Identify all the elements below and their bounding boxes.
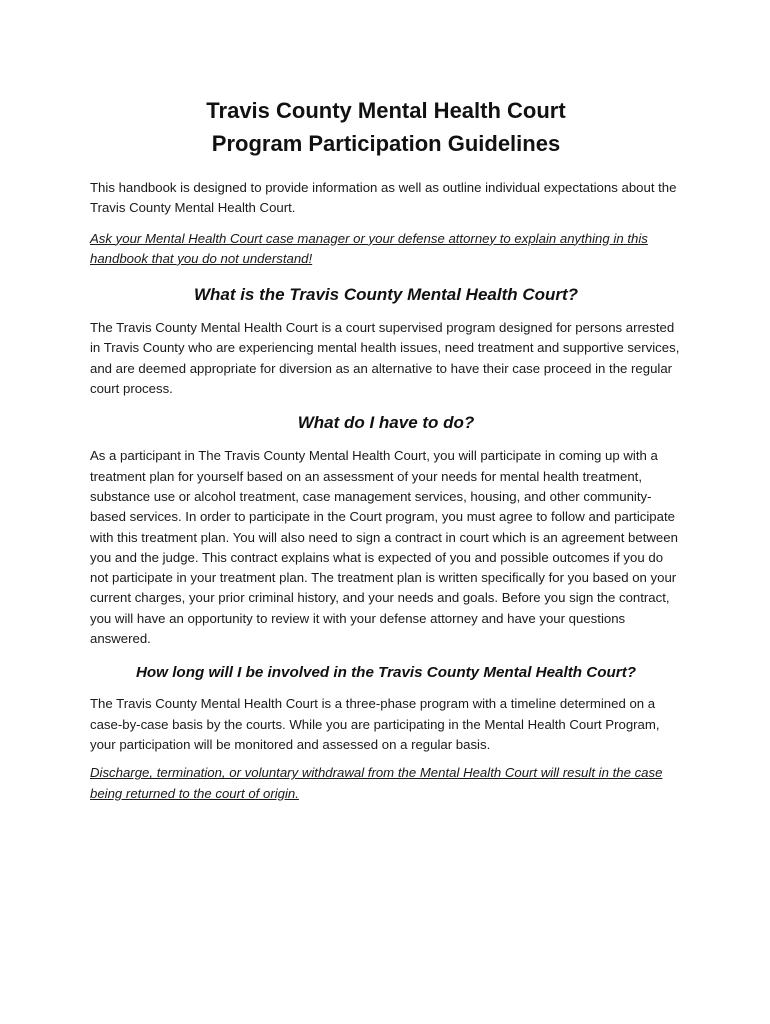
title-line-1: Travis County Mental Health Court: [206, 98, 566, 123]
document-title: [90, 94, 682, 160]
discharge-notice: Discharge, termination, or voluntary withdrawal from the Mental Health Court will result in the case being returned to the court of origin.: [90, 765, 663, 801]
section-body-what-is: The Travis County Mental Health Court is a court supervised program designed for persons arrested in Travis County who are experiencing mental health issues, need treatment and supportive services, and are deemed appropriate for diversion as an alternative to have their case proceed in the regular court process.: [90, 320, 680, 397]
section-heading-what-is: What is the Travis County Mental Health Court?: [193, 285, 579, 305]
title-line-2: Program Participation Guidelines: [211, 131, 561, 156]
section-heading-how-long: How long will I be involved in the Travis County Mental Health Court?: [135, 664, 637, 682]
section-body-how-long: The Travis County Mental Health Court is a three-phase program with a timeline determined on a case-by-case basis by the courts. While you are participating in the Mental Health Court Program, your participation will be monitored and assessed on a regular basis.: [90, 696, 660, 752]
section-heading-what-to-do: What do I have to do?: [297, 413, 475, 433]
intro-paragraph: This handbook is designed to provide information as well as outline individual expectations about the Travis County Mental Health Court.: [90, 180, 677, 216]
section-body-what-to-do: As a participant in The Travis County Mental Health Court, you will participate in coming up with a treatment plan for yourself based on an assessment of your needs for mental health treatment, substance use or alcohol treatment, case management services, housing, and other community-based services. In order to participate in the Court program, you must agree to follow and participate with this treatment plan. You will also need to sign a contract in court which is an agreement between you and the judge. This contract explains what is expected of you and possible outcomes if you do not participate in your treatment plan. The treatment plan is written specifically for you based on your current charges, your prior criminal history, and your needs and goals. Before you sign the contract, you will have an opportunity to review it with your defense attorney and have your questions answered.: [90, 448, 678, 647]
help-notice: Ask your Mental Health Court case manager or your defense attorney to explain anything in this handbook that you do not understand!: [90, 230, 648, 266]
